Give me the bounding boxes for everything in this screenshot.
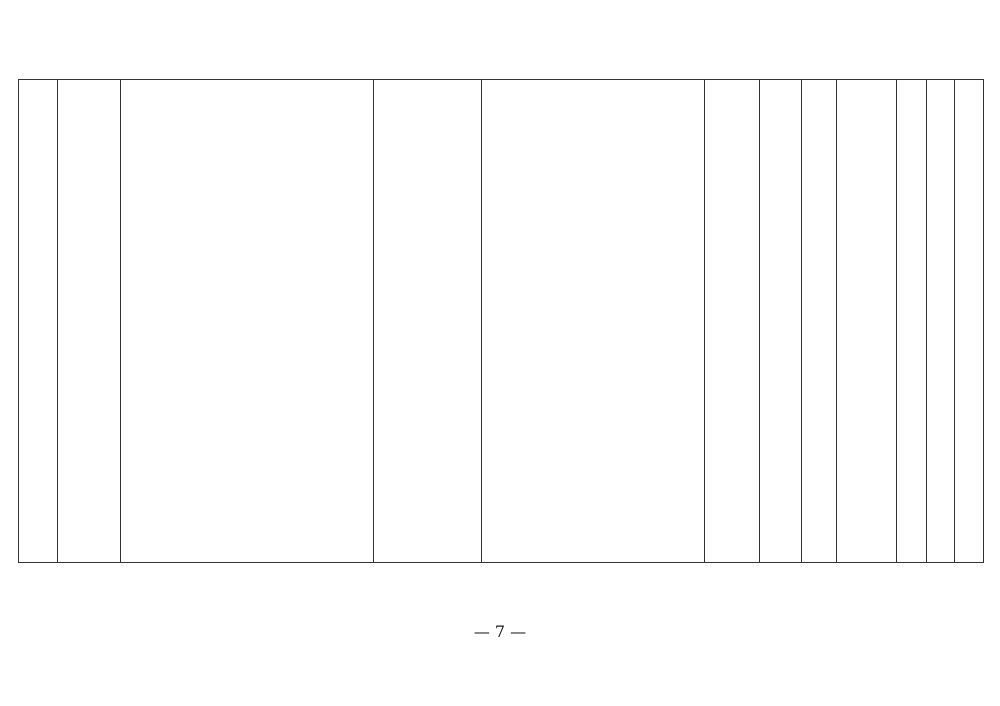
blank-cell — [897, 80, 927, 563]
blank-cell — [927, 80, 955, 563]
page-number: — 7 — — [473, 622, 527, 641]
inspection-plan-table — [18, 79, 984, 563]
legal-basis — [121, 80, 374, 563]
row-index — [19, 80, 58, 563]
table-row — [19, 80, 984, 563]
inspection-target — [374, 80, 482, 563]
inspection-method — [760, 80, 802, 563]
blank-cell — [955, 80, 984, 563]
inspection-content — [482, 80, 705, 563]
implementing-agency — [837, 80, 897, 563]
inspection-period — [705, 80, 760, 563]
inspection-item — [58, 80, 121, 563]
inspection-frequency — [802, 80, 837, 563]
